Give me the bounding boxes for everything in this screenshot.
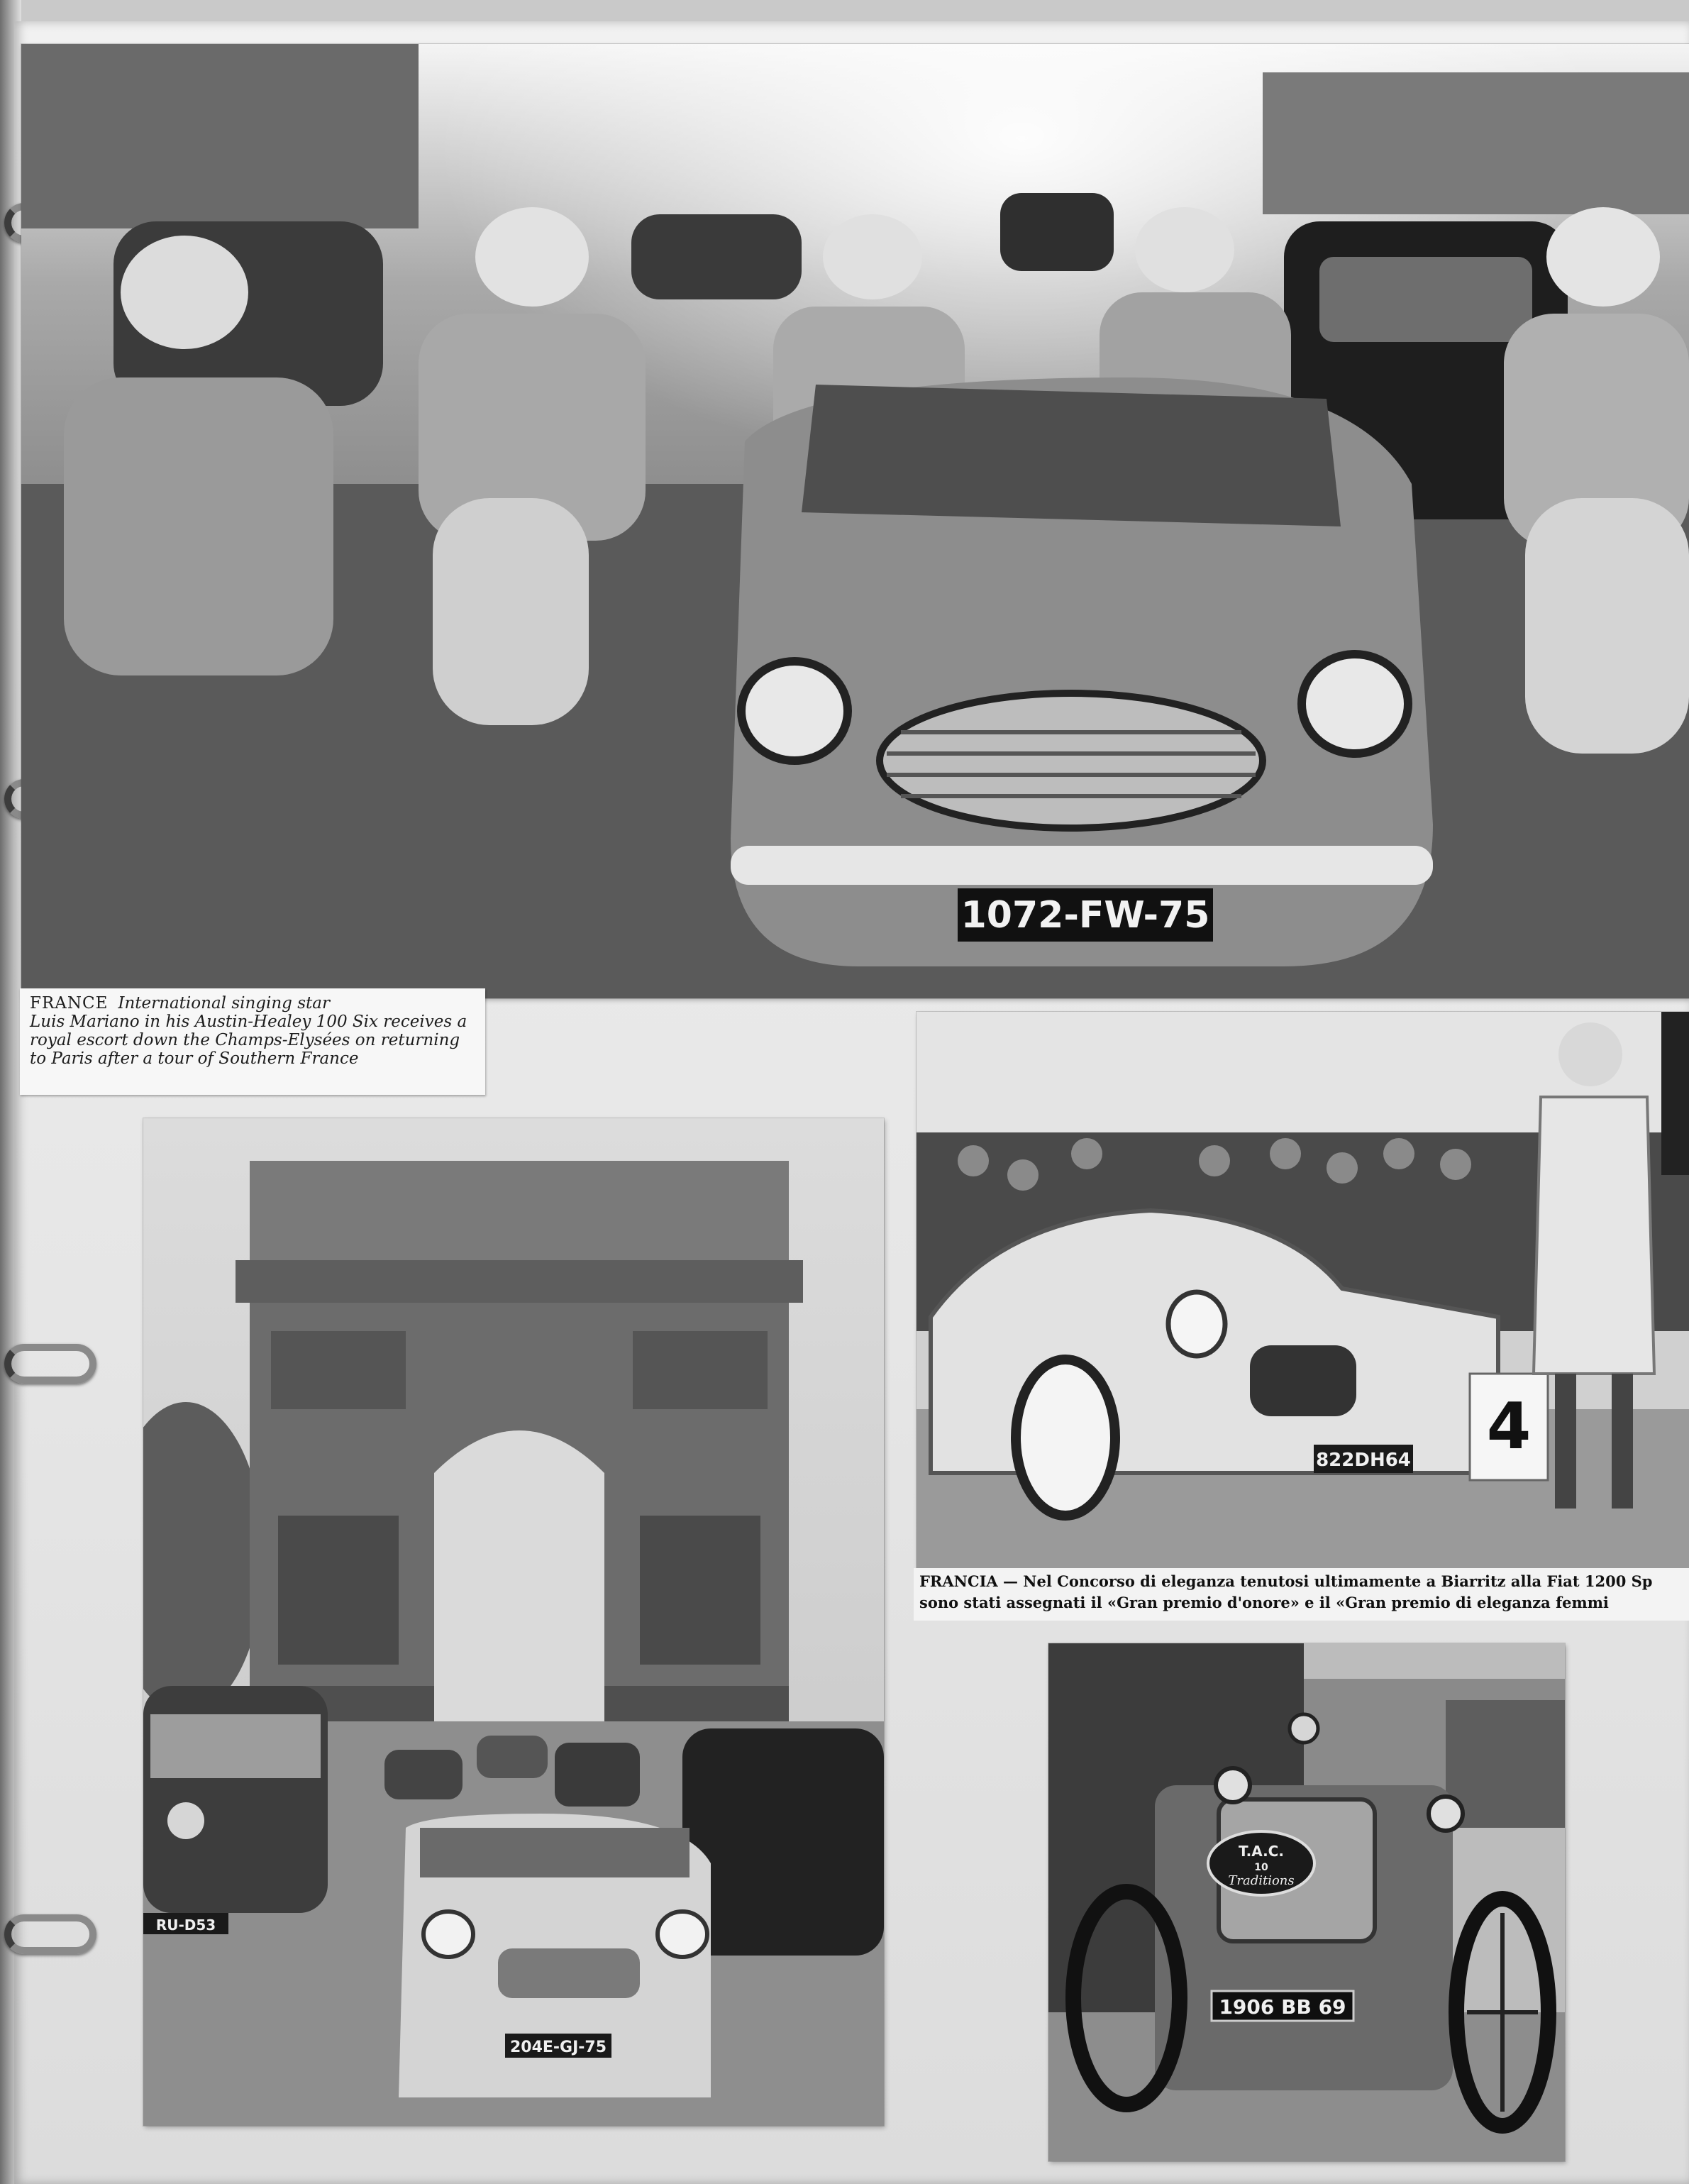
vintage-plate: 1906 BB 69 [1219, 1995, 1346, 2019]
vintage-car-photo [1048, 1643, 1565, 2161]
top-photo-caption [20, 988, 485, 1095]
top-photo-plate: 1072-FW-75 [960, 894, 1210, 937]
caption-line-1: International singing star [118, 994, 330, 1013]
arc-bus-plate: RU-D53 [155, 1916, 216, 1934]
arc-car-plate: 204E-GJ-75 [509, 2039, 607, 2056]
vintage-badge-line-1: T.A.C. [1239, 1843, 1284, 1860]
fiat-caption-line-2: sono stati assegnati il «Gran premio d'onore» e il «Gran premio di eleganza femmi [919, 1594, 1609, 1611]
binder-ring [4, 1344, 96, 1384]
caption-line-4: to Paris after a tour of Southern France [30, 1049, 359, 1068]
vintage-badge-line-2: 10 [1254, 1862, 1268, 1873]
top-photo-austin-healey [21, 44, 1689, 998]
caption-line-2: Luis Mariano in his Austin-Healey 100 Six receives a [30, 1013, 467, 1031]
fiat-plate: 822DH64 [1316, 1450, 1411, 1471]
fiat-concours-photo [917, 1012, 1689, 1570]
fiat-caption-line-1: FRANCIA — Nel Concorso di eleganza tenutosi ultimamente a Biarritz alla Fiat 1200 Sp [919, 1572, 1653, 1590]
fiat-number-sign: 4 [1486, 1389, 1532, 1464]
vintage-badge-line-3: Traditions [1228, 1873, 1295, 1888]
fiat-caption [914, 1568, 1689, 1621]
arc-de-triomphe-photo [143, 1118, 884, 2126]
binder-ring [4, 1914, 96, 1954]
caption-line-3: royal escort down the Champs-Elysées on returning [30, 1031, 460, 1049]
caption-country: FRANCE [30, 994, 109, 1013]
